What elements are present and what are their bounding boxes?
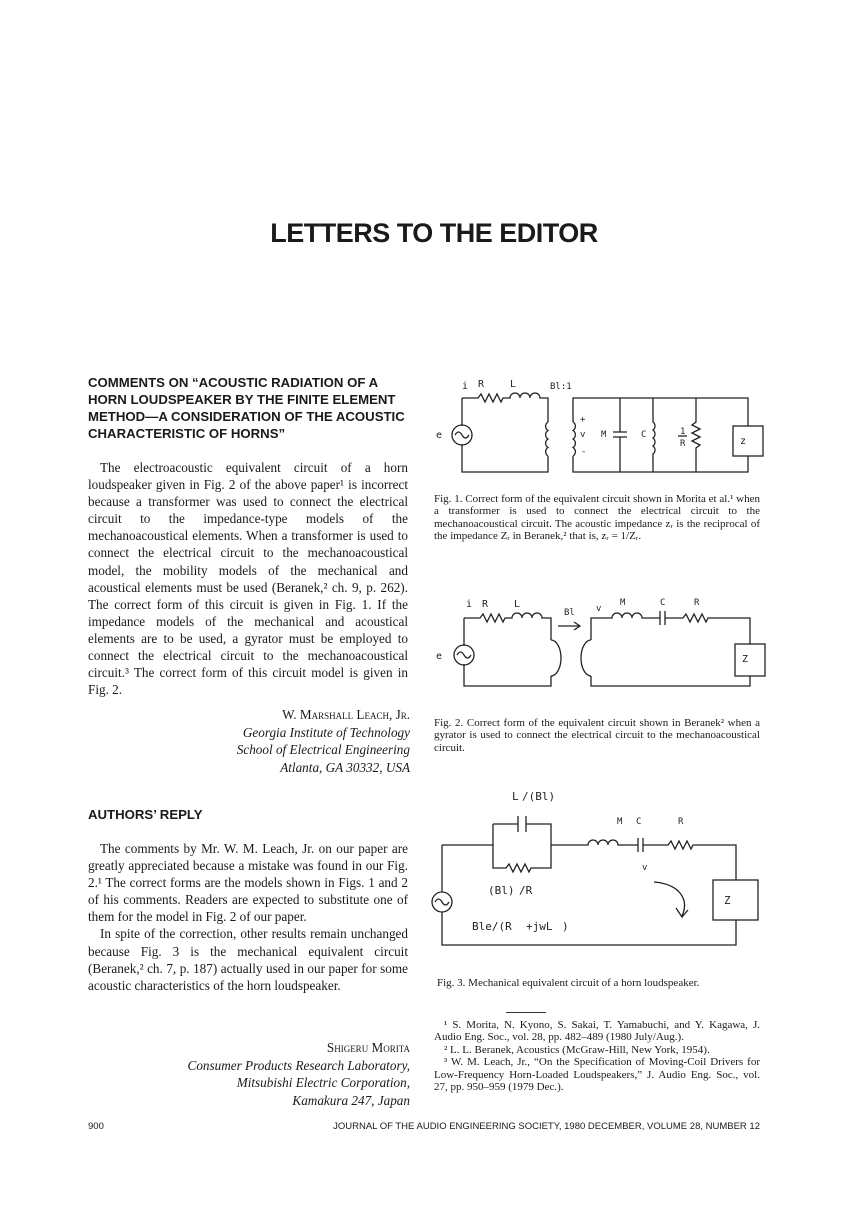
fig3-label-source: Ble/(R bbox=[472, 920, 512, 933]
footnote-divider bbox=[506, 1012, 546, 1013]
fig1-label-c: C bbox=[641, 430, 647, 440]
signature-affiliation: Consumer Products Research Laboratory, bbox=[187, 1057, 410, 1073]
fig3-label-source-end: ) bbox=[562, 920, 569, 933]
fig1-label-minus: - bbox=[581, 447, 587, 457]
fig2-label-zr: Z bbox=[742, 654, 749, 665]
fig1-label-zr: z bbox=[740, 436, 747, 447]
fig2-label-rv: R bbox=[482, 599, 489, 610]
figure-1-caption: Fig. 1. Correct form of the equivalent circuit shown in Morita et al.¹ when a transformer is used to connect the electrical circuit to the mechanoacoustical circuit. The acoustic impedance zᵣ is the reciprocal of the impedance Zᵣ in Beranek,² that is, zᵣ = 1/Zᵣ. bbox=[434, 493, 760, 542]
figure-2-caption: Fig. 2. Correct form of the equivalent circuit shown in Beranek² when a gyrator is used to connect the electrical circuit to the mechanoacoustical circuit. bbox=[434, 717, 760, 754]
comment-heading: COMMENTS ON “ACOUSTIC RADIATION OF A HORN LOUDSPEAKER BY THE FINITE ELEMENT METHOD—A CONSIDERATION OF THE ACOUSTIC CHARACTERISTIC OF HORNS” bbox=[88, 375, 405, 441]
fig1-label-r: R bbox=[680, 439, 686, 449]
footnotes bbox=[434, 1019, 760, 1093]
figure-3-caption: Fig. 3. Mechanical equivalent circuit of a horn loudspeaker. bbox=[437, 977, 700, 989]
fig1-label-one: 1 bbox=[680, 427, 686, 437]
signature-company: Mitsubishi Electric Corporation, bbox=[236, 1075, 410, 1090]
fig3-label-c: C bbox=[636, 817, 642, 827]
reply-paragraph-2: In spite of the correction, other results remain unchanged because Fig. 3 is the mechanical equivalent circuit (Beranek,² ch. 7, p. 187) actually used in our paper for some acoustic characteristics of the horn loudspeaker. bbox=[88, 926, 408, 993]
fig2-label-c: C bbox=[660, 598, 666, 608]
fig1-label-e: e bbox=[436, 430, 443, 441]
fig2-label-lv: L bbox=[514, 599, 521, 610]
signature-name: W. Marshall Leach, Jr. bbox=[282, 707, 410, 722]
fig3-label-bl2-tail: /R bbox=[519, 884, 533, 897]
signature-name: Shigeru Morita bbox=[326, 1040, 410, 1055]
fig1-label-m: M bbox=[601, 430, 607, 440]
reply-signature bbox=[140, 1039, 410, 1109]
figure-1-circuit bbox=[428, 374, 768, 489]
signature-location: Kamakura 247, Japan bbox=[292, 1092, 410, 1108]
fig2-label-i: i bbox=[466, 599, 473, 610]
page-number: 900 bbox=[88, 1121, 104, 1132]
footnote-1: ¹ S. Morita, N. Kyono, S. Sakai, T. Yamabuchi, and Y. Kagawa, J. Audio Eng. Soc., vol. 28, pp. 482–489 (1980 July/Aug.). bbox=[434, 1019, 760, 1044]
page-title: LETTERS TO THE EDITOR bbox=[270, 218, 598, 248]
fig2-label-r: R bbox=[694, 598, 700, 608]
fig3-label-source-mid: +jwL bbox=[526, 920, 553, 933]
fig2-label-e: e bbox=[436, 651, 443, 662]
signature-location: Atlanta, GA 30332, USA bbox=[280, 759, 410, 775]
fig2-label-bl: Bl bbox=[564, 608, 575, 618]
fig3-label-r: R bbox=[678, 817, 684, 827]
fig1-label-rv: R bbox=[478, 379, 485, 390]
reply-body bbox=[88, 840, 408, 994]
fig3-label-top: L bbox=[512, 790, 519, 803]
fig3-label-top-tail: /(Bl) bbox=[522, 790, 556, 803]
fig1-label-i: i bbox=[462, 381, 469, 392]
fig1-label-ratio: Bl:1 bbox=[550, 382, 572, 392]
signature-school: School of Electrical Engineering bbox=[236, 742, 410, 757]
fig1-label-lv: L bbox=[510, 379, 517, 390]
fig3-label-m: M bbox=[617, 817, 623, 827]
reply-heading: AUTHORS’ REPLY bbox=[88, 807, 203, 822]
reply-paragraph-1: The comments by Mr. W. M. Leach, Jr. on our paper are greatly appreciated because a mistake was found in our Fig. 2.¹ The correct forms are the models shown in Figs. 1 and 2 of his comments. Readers are expected to substitute one of them for the model in Fig. 2 of our paper. bbox=[88, 841, 408, 925]
figure-3-circuit bbox=[428, 780, 768, 970]
fig1-label-v: v bbox=[580, 430, 586, 440]
fig1-label-plus: + bbox=[580, 415, 586, 425]
fig3-label-zr: Z bbox=[724, 894, 731, 907]
signature-affiliation: Georgia Institute of Technology bbox=[242, 724, 410, 740]
figure-2-circuit bbox=[428, 596, 768, 706]
footnote-3: ³ W. M. Leach, Jr., “On the Specification of Moving-Coil Drivers for Low-Frequency Horn-Loaded Loudspeakers,” J. Audio Eng. Soc., vol. 27, pp. 950–959 (1979 Dec.). bbox=[434, 1056, 760, 1094]
fig3-label-v: v bbox=[642, 863, 648, 873]
comment-signature bbox=[140, 706, 410, 776]
fig2-label-m: M bbox=[620, 598, 626, 608]
journal-footer: JOURNAL OF THE AUDIO ENGINEERING SOCIETY, 1980 DECEMBER, VOLUME 28, NUMBER 12 bbox=[333, 1121, 760, 1132]
comment-body bbox=[88, 459, 408, 698]
fig3-label-bl2: (Bl) bbox=[488, 884, 515, 897]
footnote-2: ² L. L. Beranek, Acoustics (McGraw-Hill, New York, 1954). bbox=[444, 1043, 710, 1056]
comment-paragraph: The electroacoustic equivalent circuit of a horn loudspeaker given in Fig. 2 of the above paper¹ is incorrect because a transformer was used to connect the electrical circuit to the impedance-type models of the mechanoacoustical elements. When a transformer is used to connect the electrical circuit to the mechanoacoustical model, the mobility models of the mechanical and acoustical elements must be used (Beranek,² ch. 9, p. 262). The correct form of this circuit is given in Fig. 1. If the impedance models of the mechanical and acoustical elements are to be used, a gyrator must be employed to connect the electrical circuit to the mechanoacoustical circuit.³ The correct form of this circuit model is given in Fig. 2. bbox=[88, 460, 408, 698]
fig2-label-v: v bbox=[596, 604, 602, 614]
